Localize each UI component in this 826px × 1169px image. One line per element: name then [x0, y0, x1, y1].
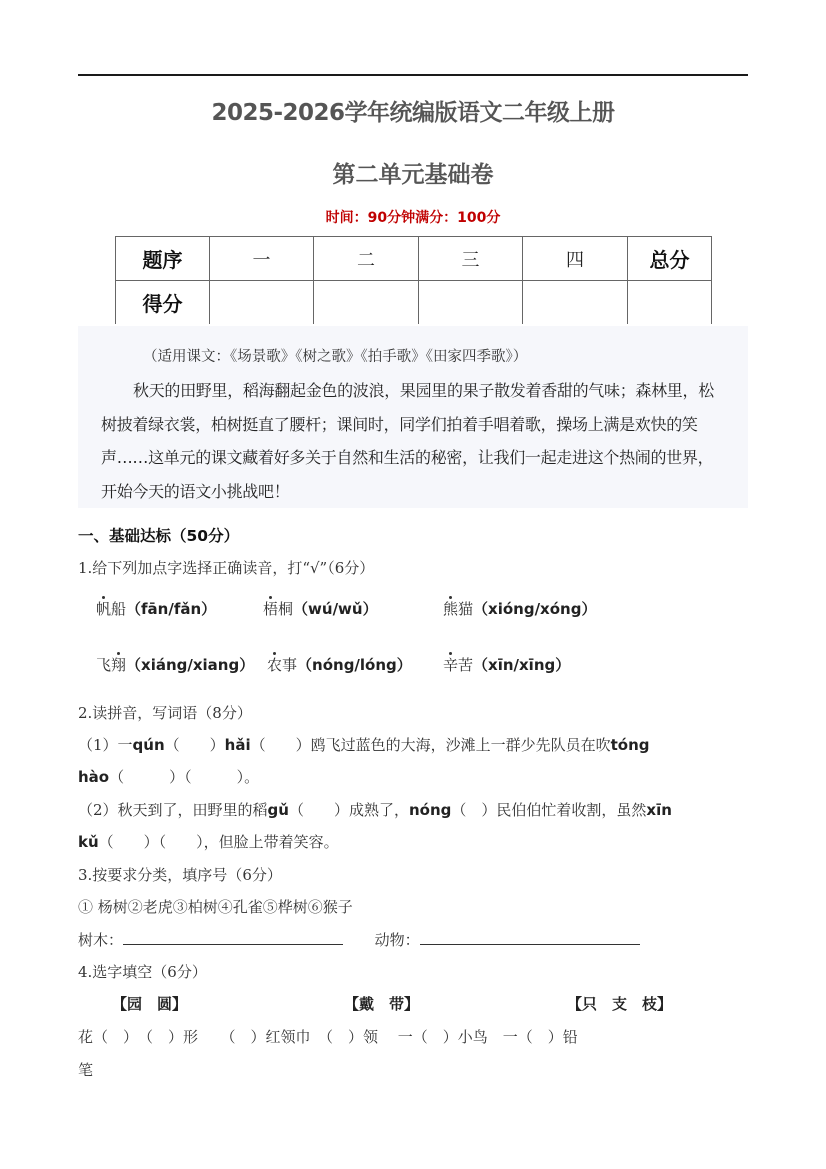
pinyin-options: （nóng/lóng） — [297, 656, 412, 674]
pinyin-options: （xiáng/xiang） — [126, 656, 255, 674]
pinyin-choice-item[interactable] — [263, 598, 378, 619]
char-group-2: 【戴 带】 — [344, 995, 420, 1013]
question-3-options: ① 杨树②老虎③柏树④孔雀⑤桦树⑥猴子 — [78, 898, 353, 916]
score-input-cell[interactable] — [419, 281, 523, 325]
pinyin: gǔ — [267, 801, 289, 819]
pinyin-choice-item[interactable] — [96, 654, 254, 675]
pinyin-options: （wú/wǔ） — [293, 600, 378, 618]
dotted-char: 梧 — [263, 600, 279, 618]
char-rest: 猫 — [458, 600, 474, 618]
animals-answer-blank[interactable] — [420, 943, 640, 945]
char-group-3: 【只 支 枝】 — [567, 995, 673, 1013]
question-2-sentence-2-cont — [78, 831, 339, 852]
char-rest: 事 — [282, 656, 298, 674]
score-cell: 得分 — [116, 281, 210, 325]
score-cell: 总分 — [628, 237, 712, 281]
pinyin-options: （xīn/xīng） — [473, 656, 571, 674]
intro-box — [78, 326, 748, 508]
answer-blank[interactable]: （ ）（ ），但脸上带着笑容。 — [98, 833, 339, 851]
question-2-sentence-1 — [78, 734, 650, 755]
intro-reference: （适用课文：《场景歌》《树之歌》《拍手歌》《田家四季歌》） — [143, 349, 528, 365]
dotted-char: 翔 — [111, 656, 127, 674]
intro-paragraph: 秋天的田野里，稻海翻起金色的波浪，果园里的果子散发着香甜的气味；森林里，松树披着绿衣裳，柏树挺直了腰杆；课间时，同学们拍着手唱着歌，操场上满是欢快的笑声……这单元的课文藏着好多关于自然和生活的秘密，让我们一起走进这个热闹的世界，开始今天的语文小挑战吧！ — [101, 381, 714, 501]
animals-label: 动物： — [374, 931, 420, 949]
pinyin: hào — [78, 768, 110, 786]
pinyin: tóng — [610, 736, 650, 754]
char-group-1: 【园 圆】 — [112, 995, 188, 1013]
char-rest: 桐 — [278, 600, 294, 618]
text-segment: （1）一 — [78, 736, 133, 754]
score-cell: 一 — [210, 237, 314, 281]
text-segment: （ ）民伯伯忙着收割，虽然 — [451, 801, 647, 819]
score-table — [115, 236, 712, 324]
question-4-title: 4.选字填空（6分） — [78, 963, 207, 981]
pinyin: hǎi — [224, 736, 251, 754]
score-cell: 四 — [523, 237, 628, 281]
top-rule — [78, 74, 748, 76]
question-2-sentence-1-cont — [78, 766, 259, 787]
question-4-line-2: 笔 — [78, 1061, 94, 1079]
pinyin: kǔ — [78, 833, 99, 851]
pinyin: qún — [132, 736, 165, 754]
score-cell: 三 — [419, 237, 523, 281]
pinyin-options: （fān/fǎn） — [126, 600, 217, 618]
score-cell: 二 — [314, 237, 419, 281]
time-score-info: 时间：90分钟满分：100分 — [325, 210, 501, 226]
question-2-sentence-2 — [78, 799, 672, 820]
text-segment: （ ）鸥飞过蓝色的大海，沙滩上一群少先队员在吹 — [250, 736, 611, 754]
dotted-char: 辛 — [443, 656, 459, 674]
text-segment: （2）秋天到了，田野里的稻 — [78, 801, 268, 819]
dotted-char: 熊 — [443, 600, 459, 618]
pinyin: xīn — [646, 801, 672, 819]
pinyin: nóng — [408, 801, 452, 819]
score-input-cell[interactable] — [523, 281, 628, 325]
pinyin-choice-item[interactable] — [443, 598, 596, 619]
question-1-title: 1.给下列加点字选择正确读音，打“√”（6分） — [78, 559, 375, 577]
char-pre: 飞 — [96, 656, 112, 674]
pinyin-options: （xióng/xóng） — [473, 600, 597, 618]
dotted-char: 帆 — [96, 600, 112, 618]
answer-blank[interactable]: （ ） — [164, 736, 225, 754]
section-title: 一、基础达标（50分） — [78, 527, 240, 545]
trees-label: 树木： — [78, 931, 124, 949]
score-input-cell[interactable] — [210, 281, 314, 325]
question-3-title: 3.按要求分类，填序号（6分） — [78, 866, 282, 884]
char-rest: 苦 — [458, 656, 474, 674]
dotted-char: 农 — [267, 656, 283, 674]
question-4-line-1[interactable]: 花（ ） （ ）形 （ ）红领巾 （ ）领 一（ ）小鸟 一（ ）铅 — [78, 1028, 578, 1046]
page-title: 2025-2026学年统编版语文二年级上册 — [211, 100, 615, 126]
score-cell: 题序 — [116, 237, 210, 281]
char-rest: 船 — [111, 600, 127, 618]
score-input-cell[interactable] — [628, 281, 712, 325]
score-table-score-row — [116, 281, 712, 325]
page-subtitle: 第二单元基础卷 — [332, 162, 494, 188]
answer-blank[interactable]: （ ）成熟了， — [288, 801, 409, 819]
pinyin-choice-item[interactable] — [267, 654, 412, 675]
answer-blank[interactable]: （ ）（ ）。 — [109, 768, 260, 786]
question-2-title: 2.读拼音，写词语（8分） — [78, 704, 252, 722]
score-table-header-row — [116, 237, 712, 281]
pinyin-choice-item[interactable] — [96, 598, 216, 619]
trees-answer-blank[interactable] — [123, 943, 343, 945]
score-input-cell[interactable] — [314, 281, 419, 325]
pinyin-choice-item[interactable] — [443, 654, 570, 675]
question-3-answers — [78, 929, 640, 950]
